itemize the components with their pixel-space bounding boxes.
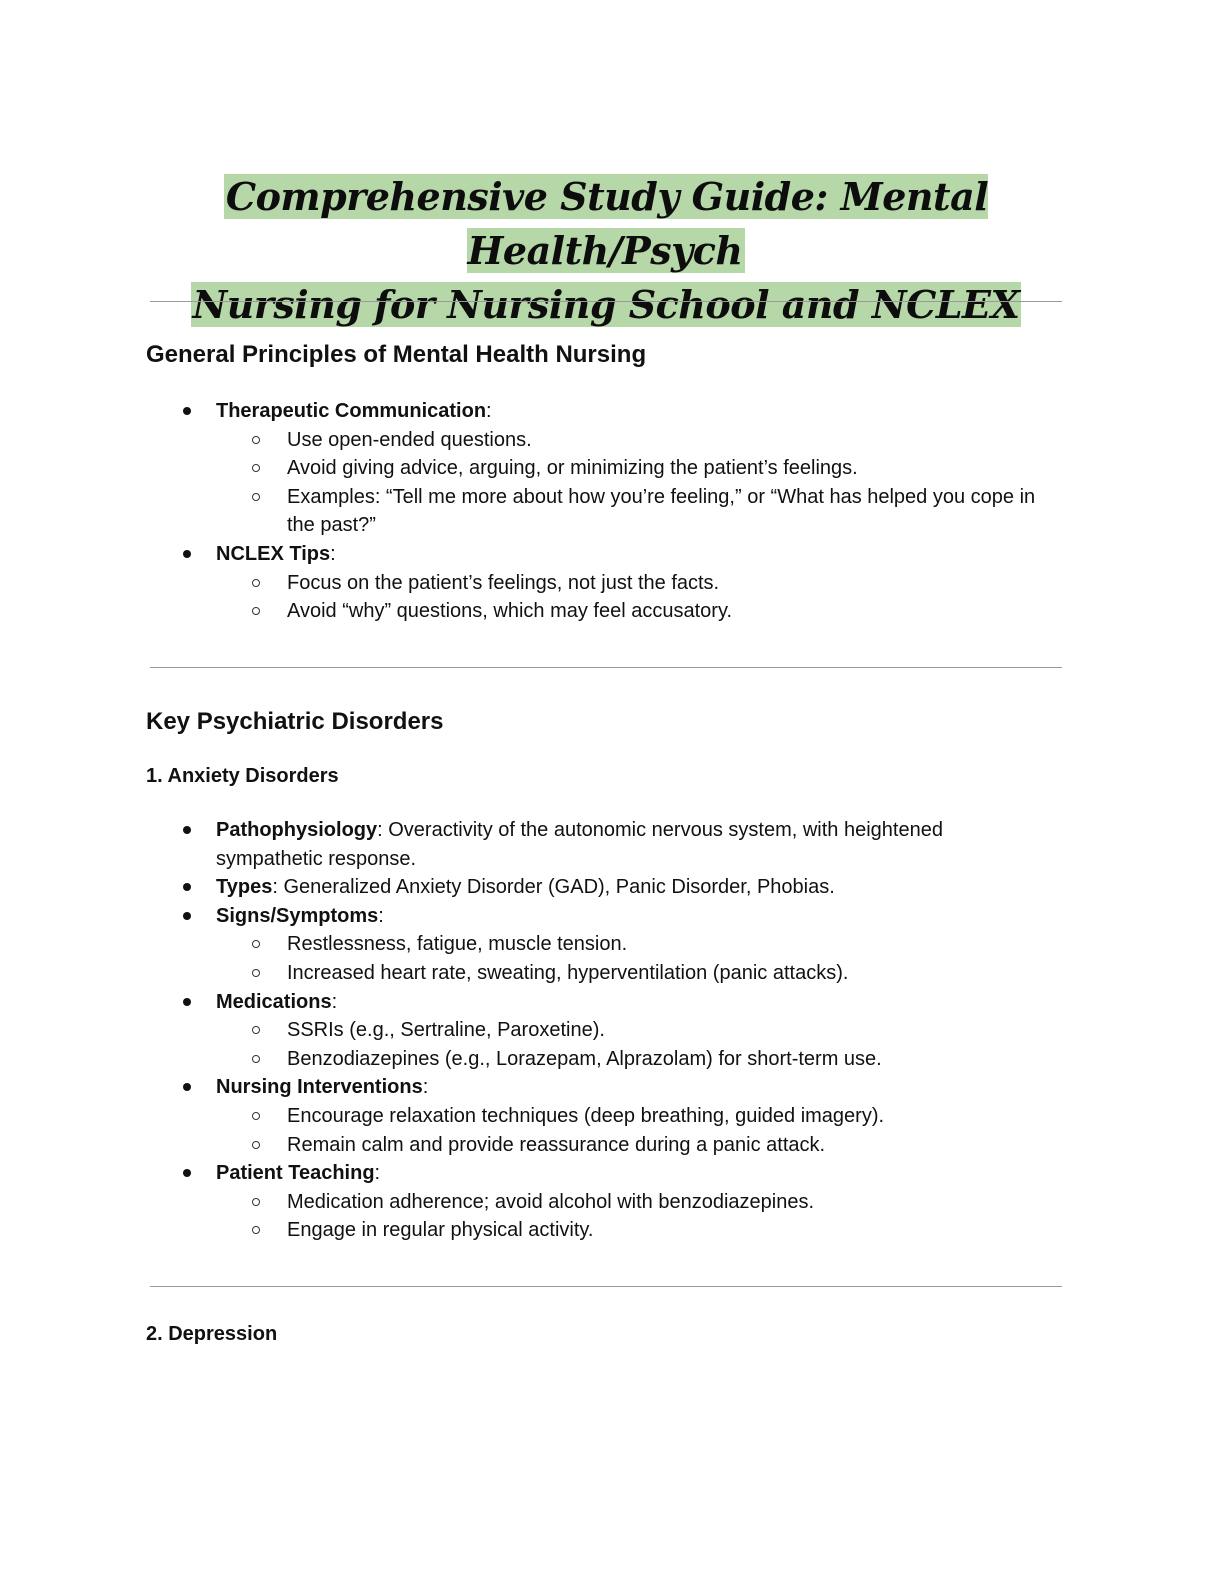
sublist: [216, 930, 1040, 987]
sublist-item: Use open-ended questions.: [180, 426, 1040, 455]
title-line-1: Comprehensive Study Guide: Mental Health/Psych: [225, 174, 989, 273]
subsection-heading-anxiety: 1. Anxiety Disorders: [146, 765, 339, 787]
item-label: Patient Teaching: [216, 1162, 375, 1185]
sublist: [216, 1102, 1040, 1159]
item-label: Signs/Symptoms: [216, 904, 379, 927]
list-item-nursing-interventions: Nursing Interventions: Encourage relaxation techniques (deep breathing, guided imagery). Remain calm and provide reassurance during a panic attack.: [180, 1073, 1040, 1159]
list-item-therapeutic-communication: Therapeutic Communication: Use open-ended questions. Avoid giving advice, arguing, or minimizing the patient’s feelings. Examples: “Tell me more about how you’re feeling,” or “What has helped you cope in the past?”: [180, 397, 1040, 540]
divider: [150, 667, 1062, 668]
sublist-item: Engage in regular physical activity.: [180, 1216, 1040, 1245]
item-label: Types: [216, 876, 273, 899]
general-principles-list: [180, 397, 1040, 626]
sublist-item: Restlessness, fatigue, muscle tension.: [180, 930, 1040, 959]
sublist-item: SSRIs (e.g., Sertraline, Paroxetine).: [180, 1016, 1040, 1045]
sublist-item: Medication adherence; avoid alcohol with benzodiazepines.: [180, 1188, 1040, 1217]
item-label: Therapeutic Communication: [216, 400, 487, 422]
sublist-item: Benzodiazepines (e.g., Lorazepam, Alprazolam) for short-term use.: [180, 1045, 1040, 1074]
document-title: [150, 170, 1062, 332]
sublist-item: Avoid giving advice, arguing, or minimizing the patient’s feelings.: [180, 454, 1040, 483]
item-label: Nursing Interventions: [216, 1076, 423, 1099]
anxiety-list: [180, 816, 1040, 1245]
sublist-item: Remain calm and provide reassurance during a panic attack.: [180, 1131, 1040, 1160]
list-item-medications: Medications: SSRIs (e.g., Sertraline, Paroxetine). Benzodiazepines (e.g., Lorazepam, Alprazolam) for short-term use.: [180, 988, 1040, 1074]
list-item-types: Types: Generalized Anxiety Disorder (GAD), Panic Disorder, Phobias.: [180, 873, 1040, 902]
sublist: [216, 1188, 1040, 1245]
section-heading-disorders: Key Psychiatric Disorders: [146, 708, 444, 735]
list-item-nclex-tips: NCLEX Tips: Focus on the patient’s feelings, not just the facts. Avoid “why” questions, which may feel accusatory.: [180, 540, 1040, 626]
sublist-item: Avoid “why” questions, which may feel accusatory.: [180, 597, 1040, 626]
section-heading-general: General Principles of Mental Health Nursing: [146, 341, 647, 368]
sublist: [216, 569, 1040, 626]
list-item-patient-teaching: Patient Teaching: Medication adherence; avoid alcohol with benzodiazepines. Engage in regular physical activity.: [180, 1159, 1040, 1245]
sublist: [216, 426, 1040, 540]
list-item-pathophysiology: Pathophysiology: Overactivity of the autonomic nervous system, with heightened sympathetic response.: [180, 816, 1040, 873]
sublist-item: Encourage relaxation techniques (deep breathing, guided imagery).: [180, 1102, 1040, 1131]
sublist-item: Examples: “Tell me more about how you’re feeling,” or “What has helped you cope in the past?”: [180, 483, 1040, 540]
title-line-2: Nursing for Nursing School and NCLEX: [192, 282, 1020, 327]
item-label: Pathophysiology: [216, 819, 378, 841]
divider: [150, 1286, 1062, 1287]
divider: [150, 301, 1062, 302]
sublist-item: Focus on the patient’s feelings, not just the facts.: [180, 569, 1040, 598]
sublist-item: Increased heart rate, sweating, hyperventilation (panic attacks).: [180, 959, 1040, 988]
subsection-heading-depression: 2. Depression: [146, 1323, 278, 1345]
item-label: Medications: [216, 990, 332, 1013]
list-item-signs-symptoms: Signs/Symptoms: Restlessness, fatigue, muscle tension. Increased heart rate, sweating, hyperventilation (panic attacks).: [180, 902, 1040, 988]
item-label: NCLEX Tips: [216, 542, 331, 565]
sublist: [216, 1016, 1040, 1073]
